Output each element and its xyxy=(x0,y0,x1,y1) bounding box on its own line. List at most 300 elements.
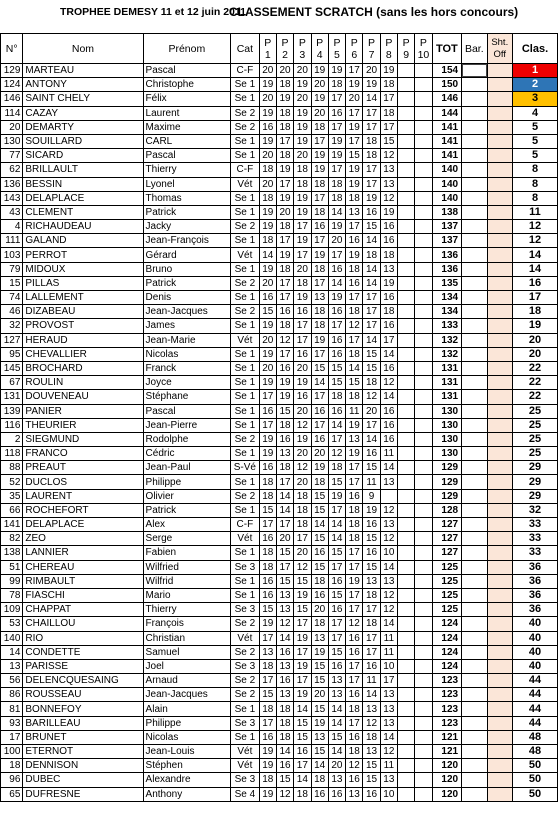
row-p9 xyxy=(397,234,414,248)
row-p5: 14 xyxy=(328,418,345,432)
row-shootoff xyxy=(487,745,512,759)
row-p6: 18 xyxy=(346,702,363,716)
row-total: 125 xyxy=(432,603,462,617)
row-p2: 17 xyxy=(276,134,293,148)
row-p10 xyxy=(415,475,432,489)
row-total: 140 xyxy=(432,191,462,205)
table-row xyxy=(1,134,558,148)
row-p7: 16 xyxy=(363,447,380,461)
row-p5: 20 xyxy=(328,234,345,248)
row-p3: 18 xyxy=(294,177,311,191)
event-title: TROPHEE DEMESY 11 et 12 juin 2011 xyxy=(60,6,246,18)
row-bar xyxy=(462,773,487,787)
row-p6: 17 xyxy=(346,220,363,234)
row-p1: 17 xyxy=(259,631,276,645)
row-p4: 15 xyxy=(311,659,328,673)
row-shootoff xyxy=(487,333,512,347)
row-p9 xyxy=(397,759,414,773)
row-prenom: Fabien xyxy=(143,546,231,560)
row-p4: 18 xyxy=(311,305,328,319)
row-nom: PARISSE xyxy=(23,659,143,673)
row-total: 124 xyxy=(432,617,462,631)
row-p9 xyxy=(397,645,414,659)
row-p5: 15 xyxy=(328,376,345,390)
row-p1: 16 xyxy=(259,532,276,546)
row-prenom: Wilfrid xyxy=(143,574,231,588)
table-row xyxy=(1,447,558,461)
row-p10 xyxy=(415,276,432,290)
row-number: 79 xyxy=(1,262,23,276)
row-prenom: Cédric xyxy=(143,447,231,461)
row-p9 xyxy=(397,92,414,106)
row-nom: CHAILLOU xyxy=(23,617,143,631)
row-nom: SICARD xyxy=(23,149,143,163)
row-prenom: Alex xyxy=(143,518,231,532)
row-shootoff xyxy=(487,234,512,248)
row-p8: 14 xyxy=(380,390,397,404)
row-p7: 12 xyxy=(363,390,380,404)
row-p10 xyxy=(415,64,432,78)
row-p5: 13 xyxy=(328,773,345,787)
row-p3: 18 xyxy=(294,276,311,290)
row-p6: 18 xyxy=(346,262,363,276)
row-p2: 13 xyxy=(276,447,293,461)
row-classement: 44 xyxy=(513,716,558,730)
row-p2: 17 xyxy=(276,276,293,290)
row-nom: SOUILLARD xyxy=(23,134,143,148)
row-prenom: Philippe xyxy=(143,475,231,489)
row-p10 xyxy=(415,404,432,418)
row-nom: ROCHEFORT xyxy=(23,503,143,517)
row-p6: 13 xyxy=(346,787,363,801)
row-bar xyxy=(462,617,487,631)
row-total: 127 xyxy=(432,532,462,546)
row-p3: 17 xyxy=(294,532,311,546)
row-p7: 12 xyxy=(363,716,380,730)
row-p7: 17 xyxy=(363,163,380,177)
row-p6: 13 xyxy=(346,432,363,446)
row-p2: 17 xyxy=(276,347,293,361)
row-p7: 15 xyxy=(363,759,380,773)
row-p7: 17 xyxy=(363,631,380,645)
table-row xyxy=(1,418,558,432)
row-nom: CONDETTE xyxy=(23,645,143,659)
row-bar xyxy=(462,688,487,702)
row-classement: 40 xyxy=(513,645,558,659)
row-nom: DUBEC xyxy=(23,773,143,787)
row-p7: 9 xyxy=(363,489,380,503)
row-classement: 14 xyxy=(513,248,558,262)
row-cat: Se 2 xyxy=(231,276,260,290)
row-classement: 8 xyxy=(513,163,558,177)
row-p7: 15 xyxy=(363,773,380,787)
row-classement: 20 xyxy=(513,333,558,347)
row-p1: 17 xyxy=(259,390,276,404)
col-header-nom: Nom xyxy=(23,34,143,64)
row-p8: 18 xyxy=(380,248,397,262)
row-cat: Se 1 xyxy=(231,234,260,248)
row-p8 xyxy=(380,489,397,503)
row-total: 123 xyxy=(432,674,462,688)
row-total: 141 xyxy=(432,120,462,134)
row-total: 128 xyxy=(432,503,462,517)
row-p9 xyxy=(397,220,414,234)
row-bar xyxy=(462,418,487,432)
row-number: 86 xyxy=(1,688,23,702)
row-p8: 13 xyxy=(380,716,397,730)
row-p4: 20 xyxy=(311,78,328,92)
row-p5: 16 xyxy=(328,603,345,617)
row-p1: 19 xyxy=(259,78,276,92)
row-p7: 15 xyxy=(363,532,380,546)
row-bar xyxy=(462,276,487,290)
row-nom: THEURIER xyxy=(23,418,143,432)
row-p9 xyxy=(397,418,414,432)
row-p3: 19 xyxy=(294,659,311,673)
row-p6: 16 xyxy=(346,773,363,787)
row-p10 xyxy=(415,560,432,574)
row-shootoff xyxy=(487,149,512,163)
table-row xyxy=(1,745,558,759)
row-p10 xyxy=(415,220,432,234)
row-p10 xyxy=(415,376,432,390)
row-nom: ROULIN xyxy=(23,376,143,390)
row-prenom: Denis xyxy=(143,291,231,305)
row-p7: 14 xyxy=(363,432,380,446)
row-cat: Se 1 xyxy=(231,319,260,333)
row-p5: 17 xyxy=(328,319,345,333)
row-p8: 18 xyxy=(380,305,397,319)
table-row xyxy=(1,489,558,503)
row-p5: 14 xyxy=(328,276,345,290)
row-p9 xyxy=(397,773,414,787)
row-p8: 14 xyxy=(380,617,397,631)
row-total: 129 xyxy=(432,461,462,475)
row-p9 xyxy=(397,149,414,163)
row-nom: DELAPLACE xyxy=(23,518,143,532)
row-shootoff xyxy=(487,92,512,106)
row-p3: 16 xyxy=(294,347,311,361)
row-p4: 18 xyxy=(311,262,328,276)
row-cat: Se 2 xyxy=(231,432,260,446)
row-p7: 16 xyxy=(363,659,380,673)
row-p3: 17 xyxy=(294,248,311,262)
table-row xyxy=(1,688,558,702)
row-cat: Se 3 xyxy=(231,659,260,673)
row-p5: 19 xyxy=(328,489,345,503)
row-total: 132 xyxy=(432,333,462,347)
row-p8: 16 xyxy=(380,361,397,375)
row-nom: FIASCHI xyxy=(23,588,143,602)
row-p8: 19 xyxy=(380,64,397,78)
row-prenom: Jean-François xyxy=(143,234,231,248)
row-p1: 16 xyxy=(259,588,276,602)
row-p5: 16 xyxy=(328,347,345,361)
row-number: 116 xyxy=(1,418,23,432)
table-row xyxy=(1,163,558,177)
row-p2: 18 xyxy=(276,262,293,276)
row-cat: Se 2 xyxy=(231,617,260,631)
row-p6: 17 xyxy=(346,106,363,120)
row-nom: PERROT xyxy=(23,248,143,262)
row-cat: Se 1 xyxy=(231,291,260,305)
row-p3: 16 xyxy=(294,745,311,759)
row-p6: 19 xyxy=(346,248,363,262)
row-p8: 13 xyxy=(380,262,397,276)
row-p8: 17 xyxy=(380,92,397,106)
row-p6: 19 xyxy=(346,418,363,432)
row-p8: 12 xyxy=(380,149,397,163)
row-p1: 15 xyxy=(259,603,276,617)
row-p3: 19 xyxy=(294,432,311,446)
table-row xyxy=(1,404,558,418)
row-bar xyxy=(462,447,487,461)
col-header-prenom: Prénom xyxy=(143,34,231,64)
row-p4: 16 xyxy=(311,787,328,801)
row-p1: 18 xyxy=(259,475,276,489)
row-p3: 19 xyxy=(294,106,311,120)
row-p5: 16 xyxy=(328,659,345,673)
row-p5: 19 xyxy=(328,220,345,234)
row-p10 xyxy=(415,503,432,517)
row-p6: 18 xyxy=(346,390,363,404)
row-p7: 20 xyxy=(363,404,380,418)
row-bar xyxy=(462,319,487,333)
row-p8: 12 xyxy=(380,503,397,517)
row-shootoff xyxy=(487,645,512,659)
row-p10 xyxy=(415,674,432,688)
row-p7: 16 xyxy=(363,205,380,219)
row-cat: Se 1 xyxy=(231,475,260,489)
row-p8: 16 xyxy=(380,319,397,333)
row-prenom: Pascal xyxy=(143,64,231,78)
row-classement: 2 xyxy=(513,78,558,92)
col-header-p4: P 4 xyxy=(311,34,328,64)
row-p1: 19 xyxy=(259,347,276,361)
row-total: 131 xyxy=(432,390,462,404)
table-row xyxy=(1,177,558,191)
row-total: 124 xyxy=(432,631,462,645)
row-nom: DIZABEAU xyxy=(23,305,143,319)
row-number: 141 xyxy=(1,518,23,532)
row-cat: Vét xyxy=(231,745,260,759)
row-prenom: Philippe xyxy=(143,716,231,730)
row-p2: 18 xyxy=(276,319,293,333)
row-p10 xyxy=(415,134,432,148)
row-p10 xyxy=(415,163,432,177)
row-p7: 18 xyxy=(363,248,380,262)
row-p6: 18 xyxy=(346,305,363,319)
row-shootoff xyxy=(487,503,512,517)
row-p7: 16 xyxy=(363,546,380,560)
row-cat: Se 2 xyxy=(231,645,260,659)
row-p1: 19 xyxy=(259,432,276,446)
row-p5: 18 xyxy=(328,390,345,404)
row-p1: 19 xyxy=(259,205,276,219)
row-p10 xyxy=(415,262,432,276)
row-p1: 15 xyxy=(259,688,276,702)
table-row xyxy=(1,205,558,219)
row-classement: 36 xyxy=(513,603,558,617)
row-bar xyxy=(462,376,487,390)
row-number: 13 xyxy=(1,659,23,673)
row-p5: 17 xyxy=(328,503,345,517)
row-p7: 19 xyxy=(363,191,380,205)
row-p3: 20 xyxy=(294,149,311,163)
col-header-bar: Bar. xyxy=(462,34,487,64)
row-nom: BRUNET xyxy=(23,730,143,744)
row-classement: 40 xyxy=(513,617,558,631)
row-bar xyxy=(462,163,487,177)
row-p9 xyxy=(397,64,414,78)
row-bar xyxy=(462,120,487,134)
row-shootoff xyxy=(487,588,512,602)
row-shootoff xyxy=(487,461,512,475)
row-p9 xyxy=(397,262,414,276)
row-p6: 18 xyxy=(346,532,363,546)
row-p2: 16 xyxy=(276,674,293,688)
row-number: 35 xyxy=(1,489,23,503)
row-nom: BROCHARD xyxy=(23,361,143,375)
row-p2: 20 xyxy=(276,205,293,219)
row-total: 133 xyxy=(432,319,462,333)
row-total: 131 xyxy=(432,361,462,375)
page-header xyxy=(0,0,559,24)
row-p3: 18 xyxy=(294,787,311,801)
row-total: 130 xyxy=(432,432,462,446)
row-nom: LANNIER xyxy=(23,546,143,560)
row-prenom: Christian xyxy=(143,631,231,645)
row-number: 136 xyxy=(1,177,23,191)
row-p2: 18 xyxy=(276,716,293,730)
row-cat: Vét xyxy=(231,177,260,191)
row-nom: BONNEFOY xyxy=(23,702,143,716)
row-p1: 20 xyxy=(259,149,276,163)
row-p5: 14 xyxy=(328,518,345,532)
row-p5: 17 xyxy=(328,163,345,177)
row-nom: DEMARTY xyxy=(23,120,143,134)
row-p2: 14 xyxy=(276,489,293,503)
row-p4: 20 xyxy=(311,106,328,120)
row-cat: Se 2 xyxy=(231,220,260,234)
row-p9 xyxy=(397,291,414,305)
table-row xyxy=(1,603,558,617)
row-p2: 18 xyxy=(276,461,293,475)
row-p6: 17 xyxy=(346,603,363,617)
table-row xyxy=(1,432,558,446)
table-row xyxy=(1,248,558,262)
row-p5: 15 xyxy=(328,361,345,375)
row-p7: 17 xyxy=(363,120,380,134)
row-cat: Se 3 xyxy=(231,603,260,617)
row-cat: Se 4 xyxy=(231,787,260,801)
row-p9 xyxy=(397,78,414,92)
row-bar xyxy=(462,631,487,645)
row-number: 129 xyxy=(1,64,23,78)
row-p5: 15 xyxy=(328,730,345,744)
row-nom: DENNISON xyxy=(23,759,143,773)
row-prenom: Alain xyxy=(143,702,231,716)
row-p9 xyxy=(397,603,414,617)
row-total: 120 xyxy=(432,759,462,773)
row-shootoff xyxy=(487,347,512,361)
row-bar xyxy=(462,106,487,120)
row-p6: 16 xyxy=(346,631,363,645)
row-p1: 20 xyxy=(259,333,276,347)
row-total: 135 xyxy=(432,276,462,290)
row-p4: 15 xyxy=(311,503,328,517)
row-number: 100 xyxy=(1,745,23,759)
row-bar xyxy=(462,730,487,744)
row-p7: 17 xyxy=(363,418,380,432)
row-p8: 17 xyxy=(380,120,397,134)
row-classement: 11 xyxy=(513,205,558,219)
table-row xyxy=(1,461,558,475)
row-classement: 14 xyxy=(513,262,558,276)
row-p5: 17 xyxy=(328,560,345,574)
col-header-p2: P 2 xyxy=(276,34,293,64)
row-p1: 18 xyxy=(259,234,276,248)
row-number: 96 xyxy=(1,773,23,787)
row-classement: 5 xyxy=(513,120,558,134)
row-p8: 13 xyxy=(380,177,397,191)
row-cat: Se 2 xyxy=(231,688,260,702)
row-p2: 16 xyxy=(276,432,293,446)
row-p7: 17 xyxy=(363,319,380,333)
row-shootoff xyxy=(487,78,512,92)
row-shootoff xyxy=(487,106,512,120)
row-cat: Se 1 xyxy=(231,588,260,602)
row-number: 111 xyxy=(1,234,23,248)
row-p3: 18 xyxy=(294,489,311,503)
row-classement: 25 xyxy=(513,447,558,461)
row-p10 xyxy=(415,248,432,262)
row-p4: 18 xyxy=(311,120,328,134)
row-p2: 18 xyxy=(276,418,293,432)
row-p9 xyxy=(397,546,414,560)
row-classement: 44 xyxy=(513,674,558,688)
table-body xyxy=(1,64,558,802)
col-header-p3: P 3 xyxy=(294,34,311,64)
row-p8: 18 xyxy=(380,106,397,120)
table-row xyxy=(1,674,558,688)
row-prenom: Pascal xyxy=(143,149,231,163)
row-shootoff xyxy=(487,248,512,262)
row-p10 xyxy=(415,532,432,546)
row-p5: 18 xyxy=(328,78,345,92)
row-total: 154 xyxy=(432,64,462,78)
row-cat: Se 2 xyxy=(231,106,260,120)
row-p4: 17 xyxy=(311,390,328,404)
row-p2: 12 xyxy=(276,333,293,347)
row-p3: 19 xyxy=(294,631,311,645)
row-number: 20 xyxy=(1,120,23,134)
row-p8: 10 xyxy=(380,546,397,560)
row-cat: Se 1 xyxy=(231,447,260,461)
row-prenom: Jean-Paul xyxy=(143,461,231,475)
row-p5: 18 xyxy=(328,191,345,205)
row-total: 140 xyxy=(432,163,462,177)
row-p3: 17 xyxy=(294,333,311,347)
row-nom: DUCLOS xyxy=(23,475,143,489)
row-p4: 20 xyxy=(311,688,328,702)
row-cat: Se 2 xyxy=(231,305,260,319)
table-row xyxy=(1,560,558,574)
row-p2: 20 xyxy=(276,532,293,546)
row-p4: 15 xyxy=(311,745,328,759)
row-p1: 19 xyxy=(259,134,276,148)
row-p4: 13 xyxy=(311,631,328,645)
